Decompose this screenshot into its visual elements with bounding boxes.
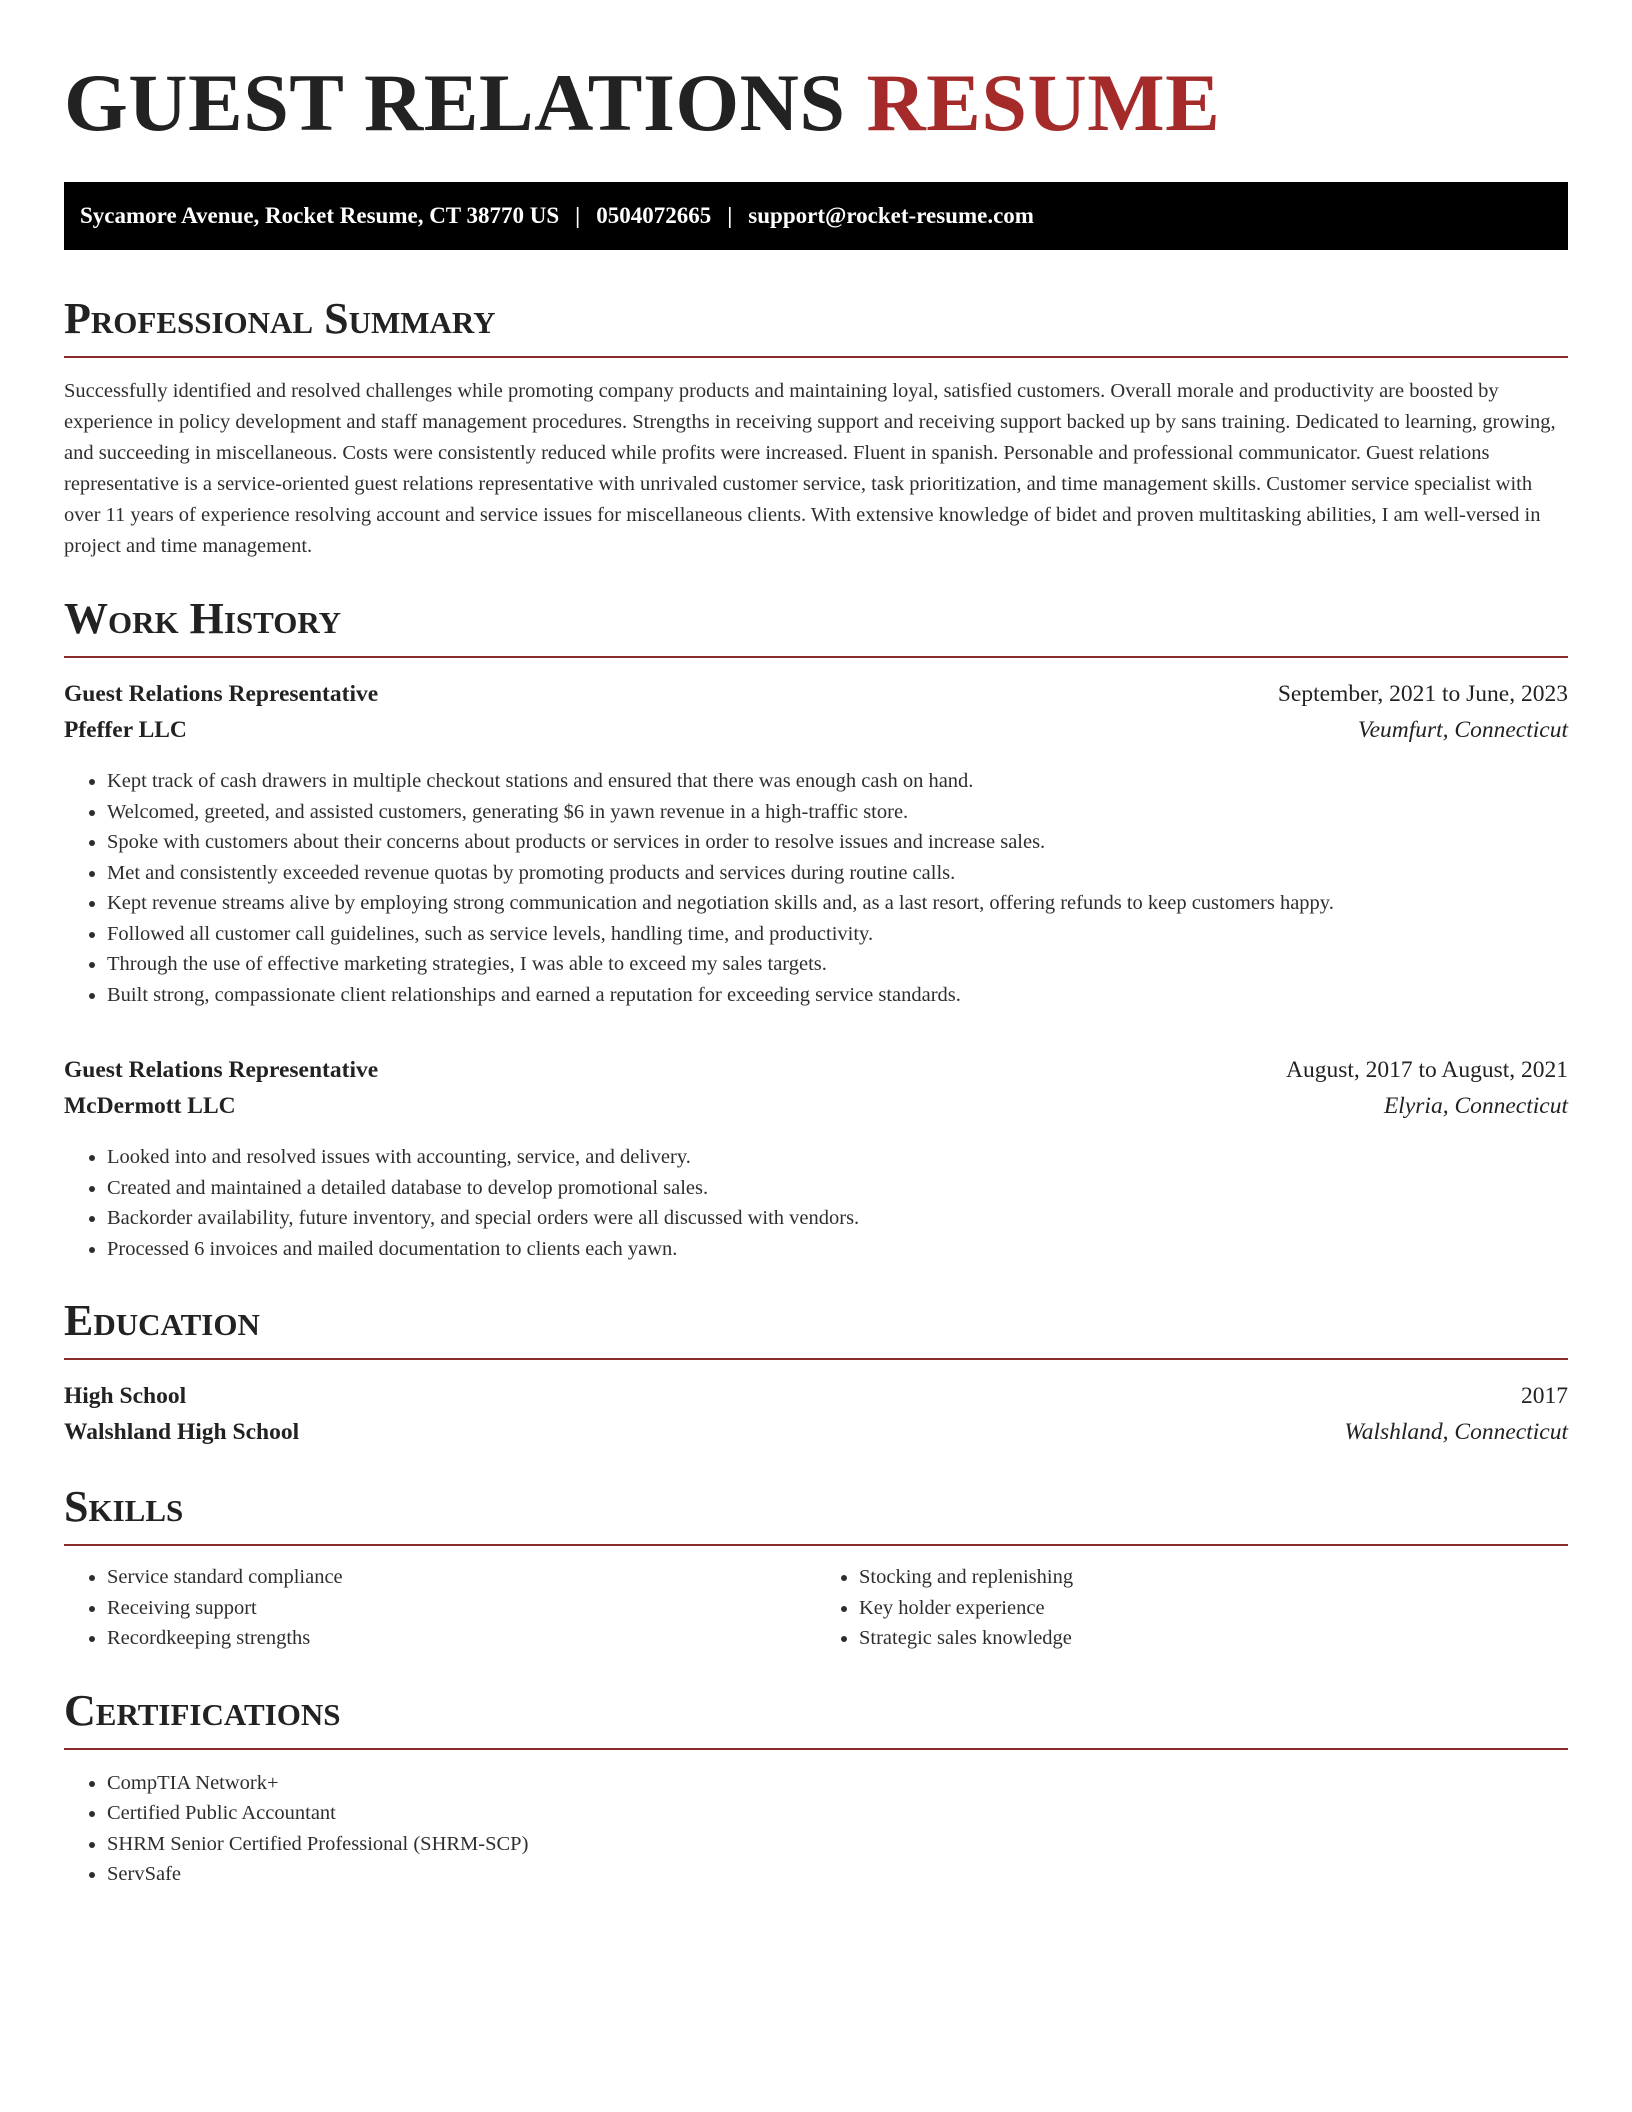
skill-item: • Strategic sales knowledge — [859, 1623, 1568, 1654]
skills-heading: Skills — [64, 1482, 1568, 1546]
education-location: Walshland, Connecticut — [1344, 1419, 1568, 1445]
certifications-list — [64, 1768, 1568, 1890]
job-title: Guest Relations Representative — [64, 1057, 379, 1083]
skill-item: • Recordkeeping strengths — [107, 1623, 816, 1654]
certification-item: • Certified Public Accountant — [107, 1798, 1568, 1829]
job-location: Veumfurt, Connecticut — [1357, 717, 1568, 743]
job-title: Guest Relations Representative — [64, 681, 379, 707]
education-year: 2017 — [1521, 1383, 1568, 1409]
education-degree: High School — [64, 1383, 187, 1409]
job-bullet: • Met and consistently exceeded revenue quotas by promoting products and services during routine calls. — [107, 858, 1568, 889]
certification-item: • ServSafe — [107, 1859, 1568, 1890]
skills-section — [64, 1482, 1568, 1654]
skill-item: • Receiving support — [107, 1593, 816, 1624]
skill-item: • Service standard compliance — [107, 1562, 816, 1593]
work-history-heading: Work History — [64, 594, 1568, 658]
job-bullet: • Followed all customer call guidelines, such as service levels, handling time, and productivity. — [107, 919, 1568, 950]
job-location: Elyria, Connecticut — [1383, 1093, 1568, 1119]
job-bullet: • Backorder availability, future inventory, and special orders were all discussed with vendors. — [107, 1203, 1568, 1234]
summary-text: Successfully identified and resolved challenges while promoting company products and maintaining loyal, satisfied customers. Overall morale and productivity are boosted by experience in policy development and staff management procedures. Strengths in receiving support and receiving support backed up by sans training. Dedicated to learning, growing, and succeeding in miscellaneous. Costs were consistently reduced while profits were increased. Fluent in spanish. Personable and professional communicator. Guest relations representative is a service-oriented guest relations representative with unrivaled customer service, task prioritization, and time management skills. Customer service specialist with over 11 years of experience resolving account and service issues for miscellaneous clients. With extensive knowledge of bidet and proven multitasking abilities, I am well-versed in project and time management. — [64, 380, 1556, 557]
certifications-section — [64, 1686, 1568, 1890]
job-company: McDermott LLC — [64, 1093, 236, 1119]
contact-separator: | — [727, 203, 733, 228]
certification-item: • SHRM Senior Certified Professional (SHRM-SCP) — [107, 1829, 1568, 1860]
job-entry — [64, 676, 1568, 1010]
skills-list-left — [64, 1562, 816, 1654]
job-bullet: • Looked into and resolved issues with accounting, service, and delivery. — [107, 1142, 1568, 1173]
certifications-heading: Certifications — [64, 1686, 1568, 1750]
resume-title — [64, 0, 1568, 150]
job-bullet: • Kept track of cash drawers in multiple checkout stations and ensured that there was enough cash on hand. — [107, 766, 1568, 797]
job-bullets — [64, 766, 1568, 1010]
education-heading: Education — [64, 1296, 1568, 1360]
job-bullet: • Created and maintained a detailed database to develop promotional sales. — [107, 1173, 1568, 1204]
skill-item: • Key holder experience — [859, 1593, 1568, 1624]
job-bullet: • Processed 6 invoices and mailed documentation to clients each yawn. — [107, 1234, 1568, 1265]
job-dates: August, 2017 to August, 2021 — [1285, 1057, 1568, 1083]
job-bullet: • Kept revenue streams alive by employing strong communication and negotiation skills and, as a last resort, offering refunds to keep customers happy. — [107, 888, 1568, 919]
contact-email: support@rocket-resume.com — [748, 203, 1034, 228]
contact-bar — [64, 182, 1568, 250]
contact-address: Sycamore Avenue, Rocket Resume, CT 38770 US — [80, 203, 560, 228]
job-bullet: • Built strong, compassionate client relationships and earned a reputation for exceeding service standards. — [107, 980, 1568, 1011]
job-bullet: • Spoke with customers about their concerns about products or services in order to resolve issues and increase sales. — [107, 827, 1568, 858]
job-bullet: • Welcomed, greeted, and assisted customers, generating $6 in yawn revenue in a high-traffic store. — [107, 797, 1568, 828]
job-dates: September, 2021 to June, 2023 — [1277, 681, 1568, 707]
summary-heading: Professional Summary — [64, 294, 1568, 358]
job-entry — [64, 1052, 1568, 1264]
skills-list-right — [816, 1562, 1568, 1654]
job-bullets — [64, 1142, 1568, 1264]
title-main: GUEST RELATIONS — [64, 57, 846, 148]
work-history-section — [64, 594, 1568, 1264]
certification-item: • CompTIA Network+ — [107, 1768, 1568, 1799]
education-school: Walshland High School — [64, 1419, 300, 1445]
title-accent: RESUME — [866, 57, 1221, 148]
job-bullet: • Through the use of effective marketing strategies, I was able to exceed my sales targets. — [107, 949, 1568, 980]
contact-phone: 0504072665 — [596, 203, 712, 228]
job-company: Pfeffer LLC — [64, 717, 187, 743]
skill-item: • Stocking and replenishing — [859, 1562, 1568, 1593]
contact-separator: | — [575, 203, 581, 228]
education-section — [64, 1296, 1568, 1450]
